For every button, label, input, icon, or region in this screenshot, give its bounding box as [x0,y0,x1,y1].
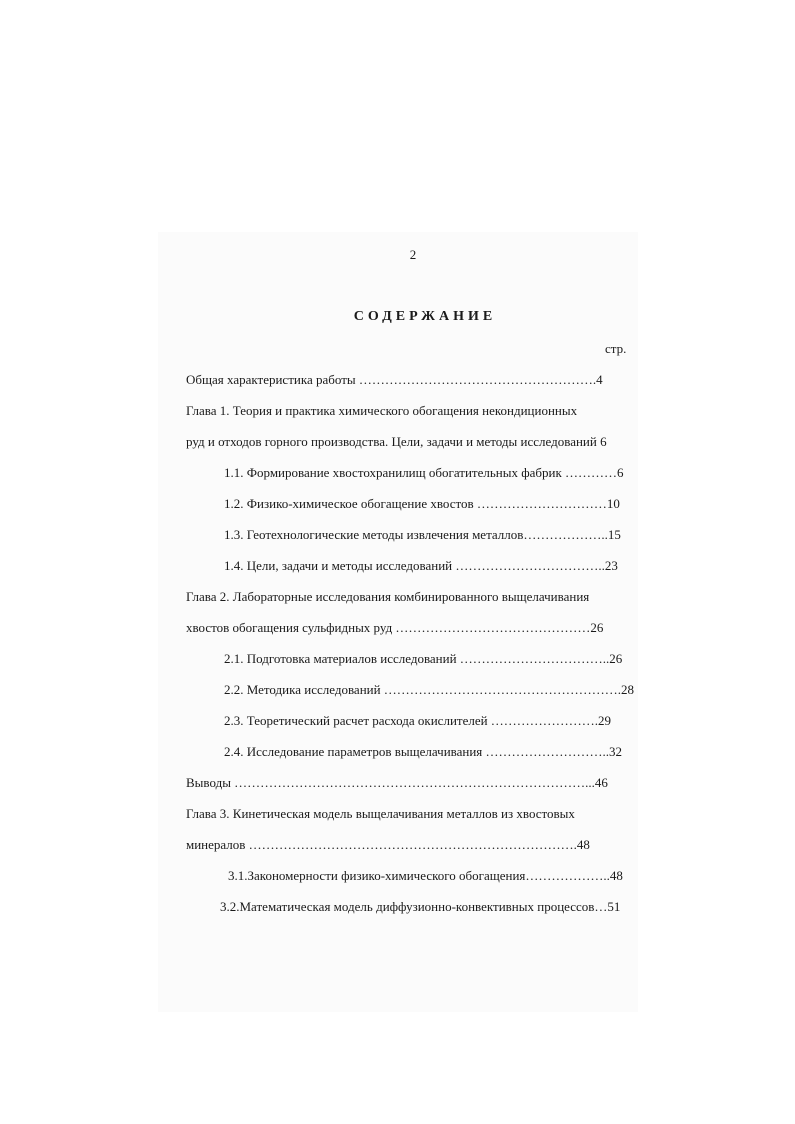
toc-entry: руд и отходов горного производства. Цели, задачи и методы исследований 6 [186,434,607,449]
toc-entry: Глава 3. Кинетическая модель выщелачивания металлов из хвостовых [186,806,575,821]
toc-entry: Общая характеристика работы ……………………………………………….4 [186,372,603,387]
toc-entry: 1.1. Формирование хвостохранилищ обогатительных фабрик …………6 [224,465,624,480]
page-title: СОДЕРЖАНИЕ [353,309,497,324]
toc-entry: 3.2.Математическая модель диффузионно-конвективных процессов…51 [220,899,621,914]
toc-entry: хвостов обогащения сульфидных руд ………………………………………26 [186,620,604,635]
pages-column-label: стр. [605,341,627,356]
toc-entry: Глава 1. Теория и практика химического обогащения некондиционных [186,403,578,418]
toc-entry: минералов ………………………………………………………………….48 [186,837,590,852]
toc-entry: Выводы ………………………………………………………………………...46 [186,775,608,790]
page-number: 2 [409,247,417,262]
toc-entry: 1.2. Физико-химическое обогащение хвостов …………………………10 [224,496,620,511]
toc-entry: 2.4. Исследование параметров выщелачивания ………………………..32 [224,744,623,759]
toc-entry: 3.1.Закономерности физико-химического обогащения………………..48 [228,868,623,883]
toc-entry: Глава 2. Лабораторные исследования комбинированного выщелачивания [186,589,590,604]
toc-entry: 2.3. Теоретический расчет расхода окислителей …………………….29 [224,713,612,728]
toc-entry: 2.1. Подготовка материалов исследований ……………………………..26 [224,651,623,666]
toc-entry: 1.4. Цели, задачи и методы исследований ……………………………..23 [224,558,618,573]
toc-entry: 1.3. Геотехнологические методы извлечения металлов………………..15 [224,527,621,542]
toc-entry: 2.2. Методика исследований ……………………………………………….28 [224,682,635,697]
